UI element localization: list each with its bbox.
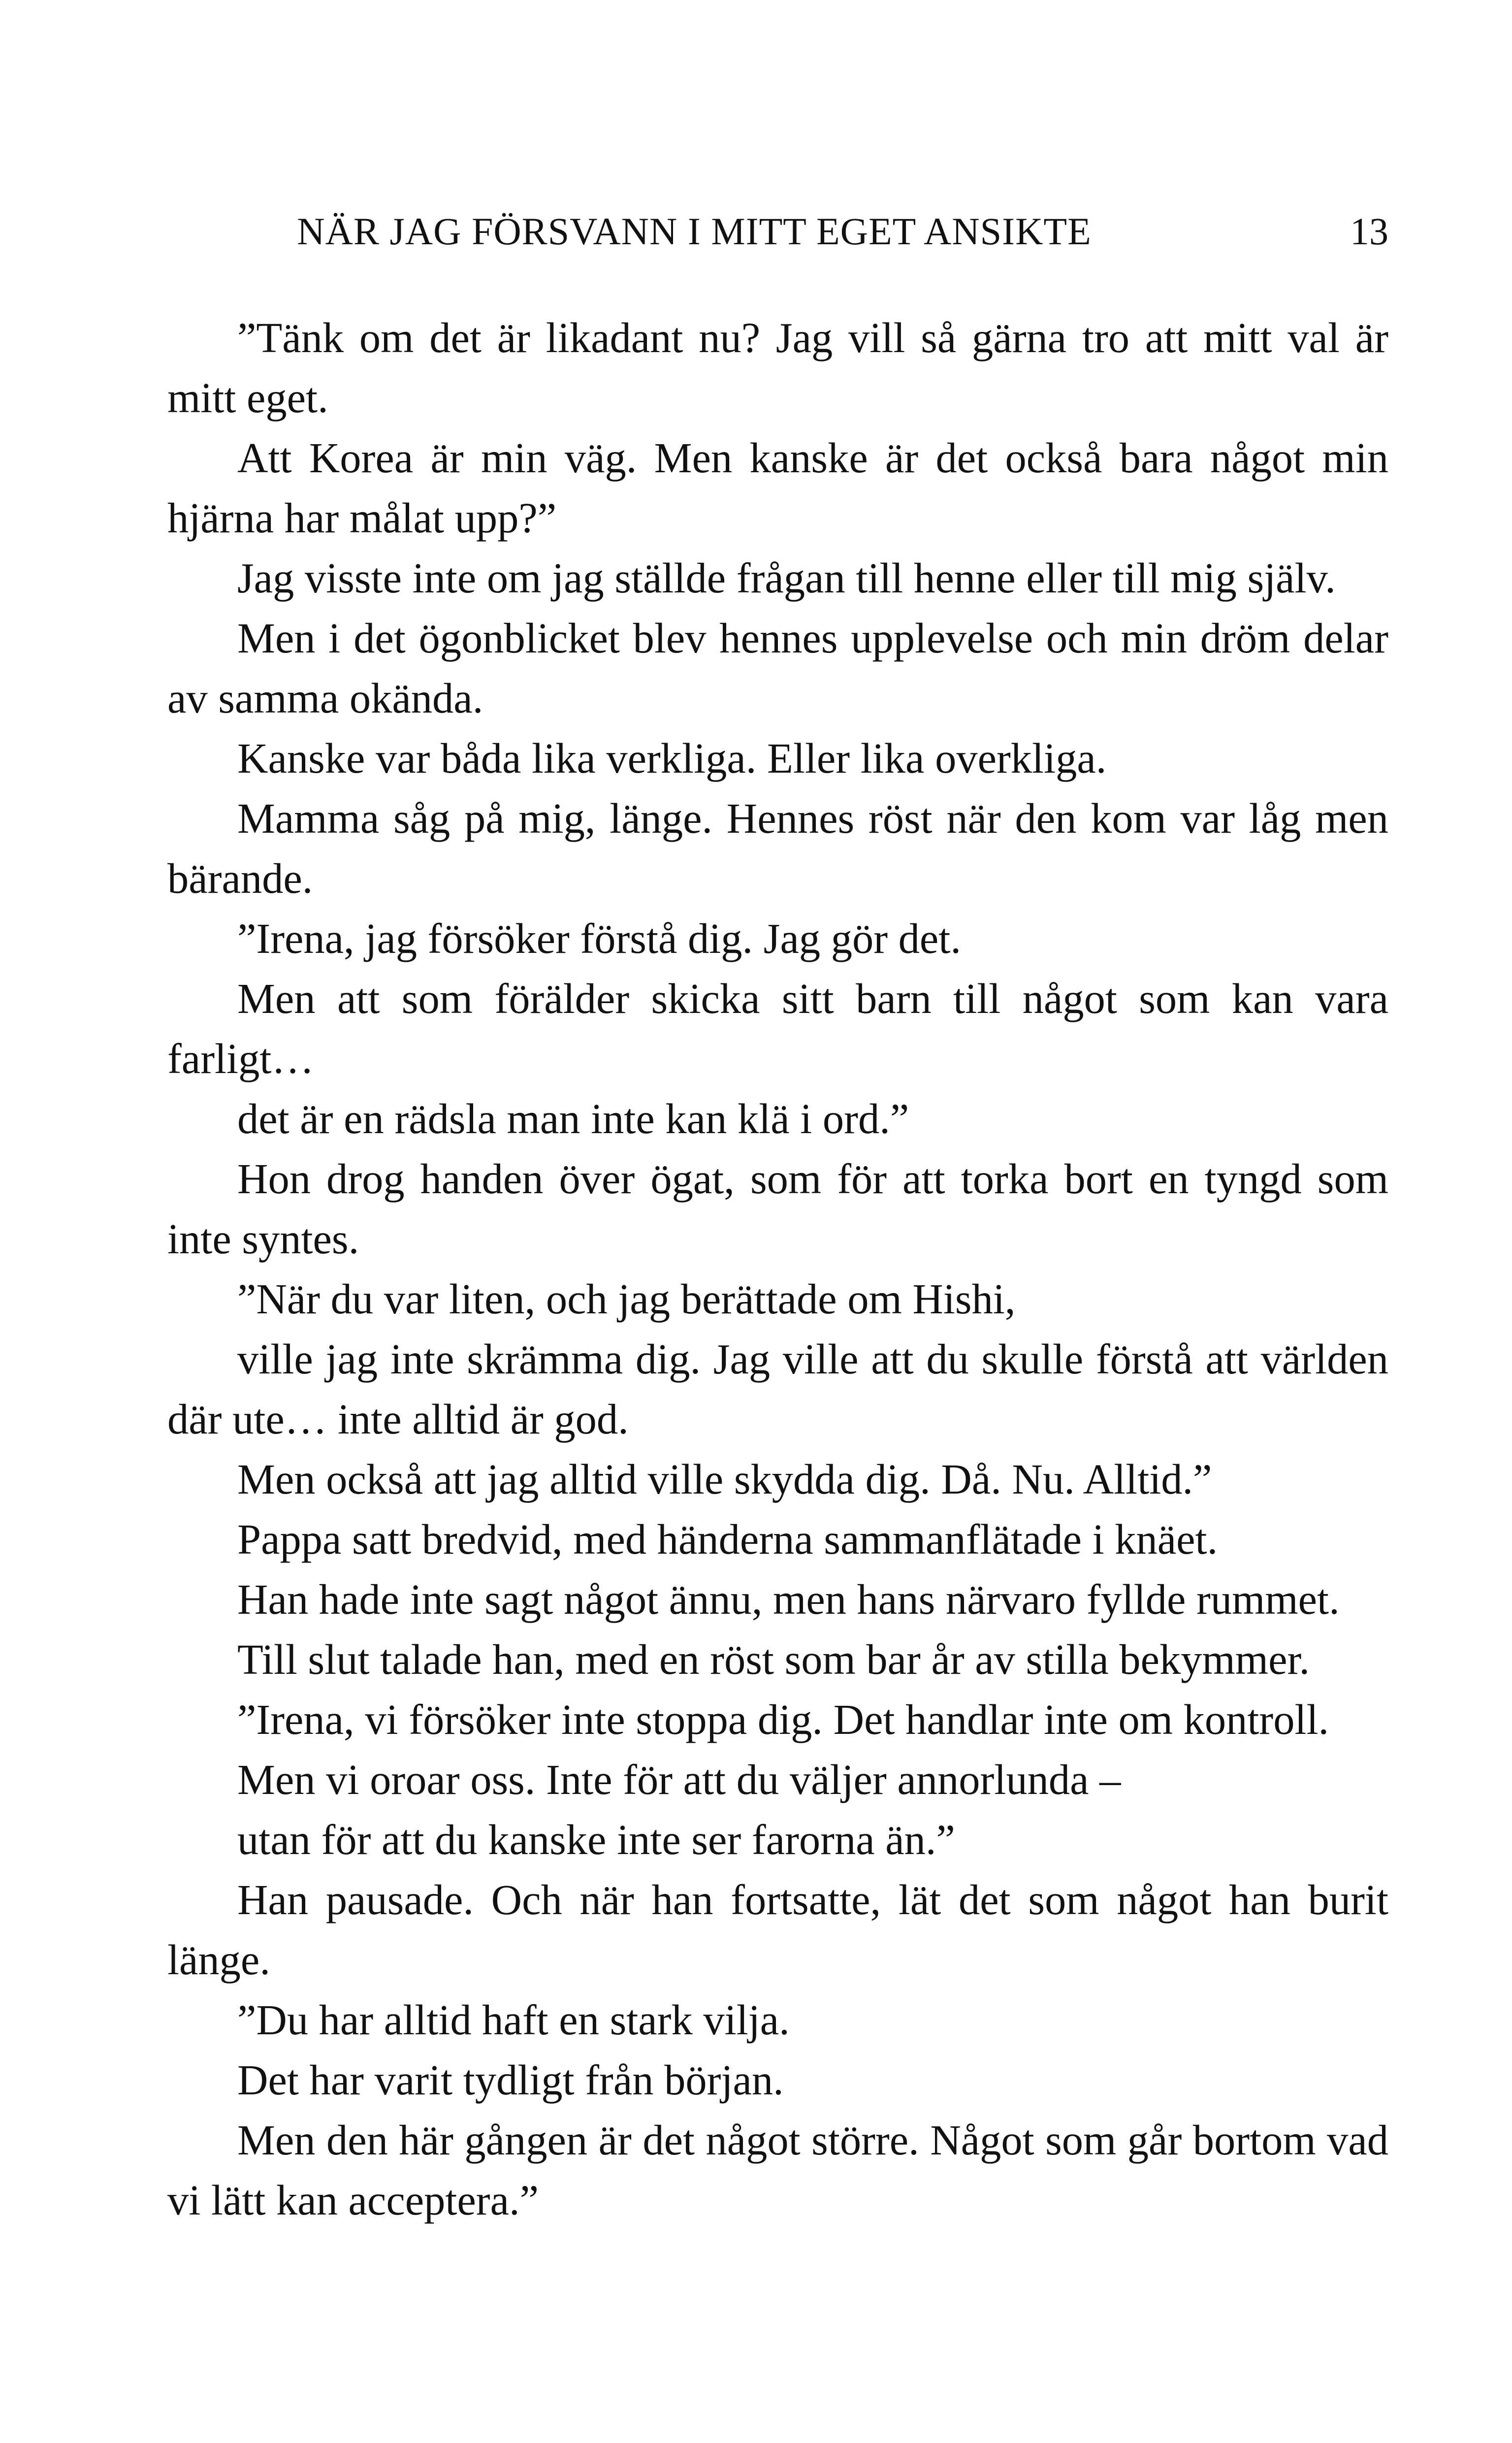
paragraph: utan för att du kanske inte ser farorna än.” (237, 1816, 955, 1863)
paragraph: ville jag inte skrämma dig. Jag ville att du skulle förstå att världen där ute… inte alltid är god. (167, 1336, 1388, 1443)
paragraph: Men också att jag alltid ville skydda dig. Då. Nu. Alltid.” (237, 1456, 1212, 1503)
paragraph: Kanske var båda lika verkliga. Eller lika overkliga. (237, 735, 1107, 782)
paragraph: Till slut talade han, med en röst som bar år av stilla bekymmer. (237, 1636, 1310, 1683)
page-number: 13 (1350, 210, 1388, 253)
paragraph: ”Irena, jag försöker förstå dig. Jag gör det. (237, 915, 961, 962)
paragraph: ”När du var liten, och jag berättade om Hishi, (237, 1275, 1016, 1323)
paragraph: Hon drog handen över ögat, som för att torka bort en tyngd som inte syntes. (167, 1155, 1388, 1263)
paragraph: Han pausade. Och när han fortsatte, lät det som något han burit länge. (167, 1876, 1388, 1984)
paragraph: Men att som förälder skicka sitt barn till något som kan vara farligt… (167, 975, 1388, 1082)
paragraph: ”Irena, vi försöker inte stoppa dig. Det handlar inte om kontroll. (237, 1696, 1329, 1743)
paragraph: Men vi oroar oss. Inte för att du väljer annorlunda – (237, 1756, 1121, 1803)
paragraph: ”Du har alltid haft en stark vilja. (237, 1996, 790, 2044)
paragraph: Det har varit tydligt från början. (237, 2056, 784, 2104)
paragraph: Jag visste inte om jag ställde frågan till henne eller till mig själv. (237, 554, 1336, 602)
paragraph: det är en rädsla man inte kan klä i ord.” (237, 1095, 909, 1142)
paragraph: ”Tänk om det är likadant nu? Jag vill så gärna tro att mitt val är mitt eget. (167, 314, 1388, 422)
running-title: NÄR JAG FÖRSVANN I MITT EGET ANSIKTE (297, 210, 1092, 253)
paragraph: Mamma såg på mig, länge. Hennes röst när den kom var låg men bärande. (167, 795, 1388, 902)
paragraph: Men den här gången är det något större. Något som går bortom vad vi lätt kan acceptera.” (167, 2117, 1388, 2224)
paragraph: Att Korea är min väg. Men kanske är det också bara något min hjärna har målat upp?” (167, 434, 1388, 542)
body-text (167, 308, 1388, 2230)
running-head (167, 202, 1388, 261)
paragraph: Men i det ögonblicket blev hennes upplevelse och min dröm delar av samma okända. (167, 615, 1388, 722)
paragraph: Pappa satt bredvid, med händerna sammanflätade i knäet. (237, 1516, 1218, 1563)
paragraph: Han hade inte sagt något ännu, men hans närvaro fyllde rummet. (237, 1576, 1340, 1623)
